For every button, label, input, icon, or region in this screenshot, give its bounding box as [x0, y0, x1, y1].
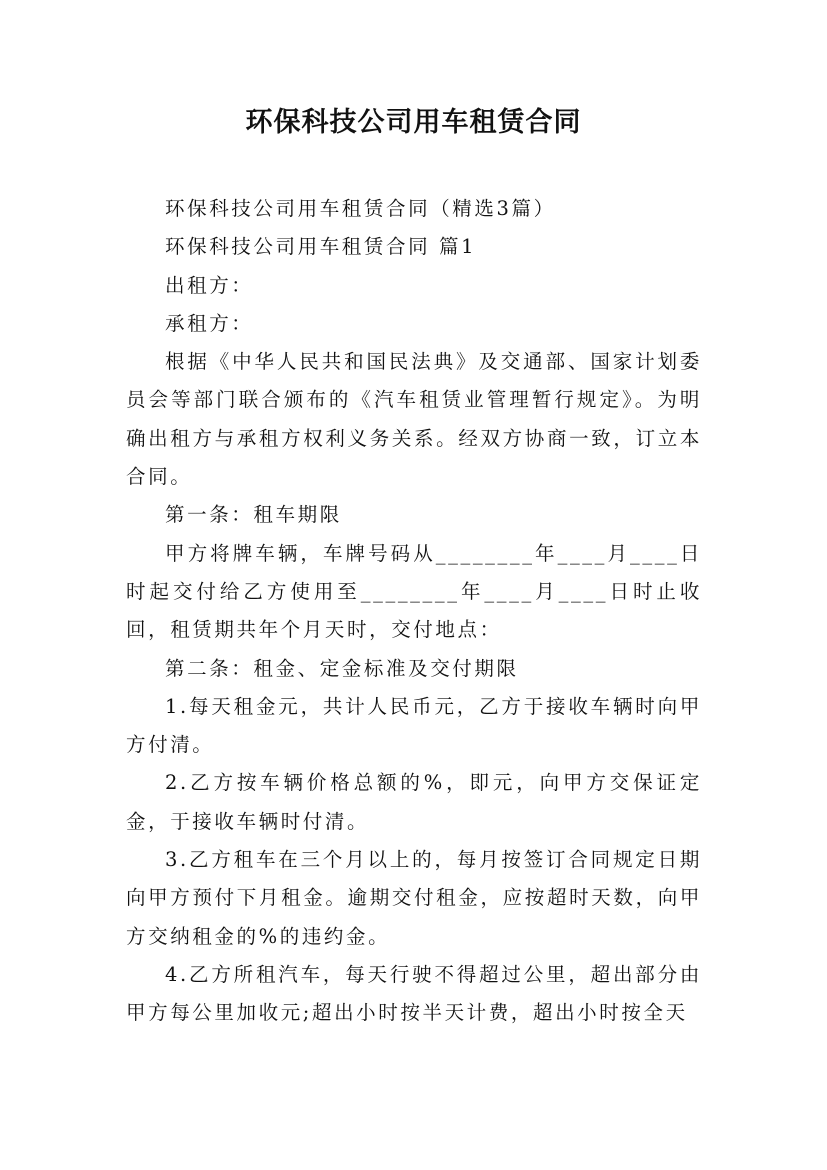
paragraph: 甲方将牌车辆，车牌号码从________年____月____日时起交付给乙方使用至________年____月____日时止收回，租赁期共年个月天时，交付地点：: [126, 541, 702, 642]
paragraph: 3.乙方租车在三个月以上的，每月按签订合同规定日期向甲方预付下月租金。逾期交付租金，应按超时天数，向甲方交纳租金的%的违约金。: [126, 848, 702, 948]
paragraph: 环保科技公司用车租赁合同（精选3篇）: [165, 197, 556, 220]
paragraph: 第一条：租车期限: [165, 503, 342, 527]
paragraph: 1.每天租金元，共计人民币元，乙方于接收车辆时向甲方付清。: [126, 694, 702, 757]
paragraph: 环保科技公司用车租赁合同 篇1: [165, 235, 477, 259]
document-title: 环保科技公司用车租赁合同: [245, 107, 582, 138]
paragraph: 第二条：租金、定金标准及交付期限: [165, 656, 519, 680]
paragraph: 承租方：: [165, 311, 254, 335]
paragraph: 根据《中华人民共和国民法典》及交通部、国家计划委员会等部门联合颁布的《汽车租赁业管理暂行规定》。为明确出租方与承租方权利义务关系。经双方协商一致，订立本合同。: [126, 350, 702, 489]
document-body: [126, 190, 702, 1033]
paragraph: 4.乙方所租汽车，每天行驶不得超过公里，超出部分由甲方每公里加收元;超出小时按半天计费，超出小时按全天: [126, 962, 702, 1025]
paragraph: 2.乙方按车辆价格总额的%，即元，向甲方交保证定金，于接收车辆时付清。: [126, 771, 702, 833]
paragraph: 出租方：: [165, 273, 254, 297]
